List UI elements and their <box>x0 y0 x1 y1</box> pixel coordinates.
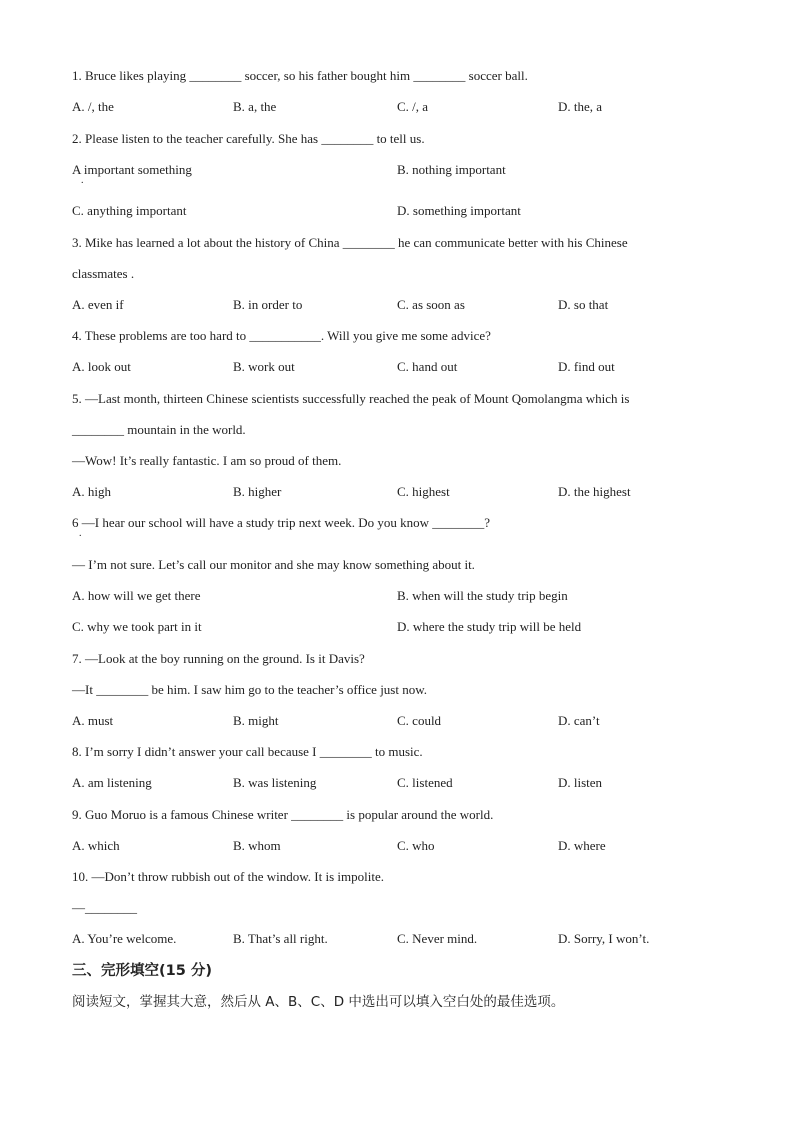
question-7-option-b: B. might <box>233 713 279 728</box>
question-10-stem-line-1: 10. —Don’t throw rubbish out of the window. It is impolite. <box>72 869 384 884</box>
question-6-option-a: A. how will we get there <box>72 588 201 603</box>
question-10-option-c: C. Never mind. <box>397 931 478 946</box>
section-heading: 三、完形填空(15 分) <box>72 963 212 979</box>
question-3-option-c: C. as soon as <box>397 297 465 312</box>
question-8-option-b: B. was listening <box>233 775 317 790</box>
question-6-option-d: D. where the study trip will be held <box>397 619 582 634</box>
section-instruction: 阅读短文，掌握其大意，然后从 A、B、C、D 中选出可以填入空白处的最佳选项。 <box>72 994 565 1010</box>
question-3-stem-line-1: 3. Mike has learned a lot about the history of China ________ he can communicate better with his Chinese <box>72 235 628 250</box>
question-7-stem-line-2: —It ________ be him. I saw him go to the teacher’s office just now. <box>72 682 428 697</box>
stray-dot: . <box>81 175 84 186</box>
question-1-option-c: C. /, a <box>397 99 429 114</box>
question-2-option-b: B. nothing important <box>397 162 506 177</box>
question-3-option-a: A. even if <box>72 297 124 312</box>
question-2-option-a: A important something <box>72 162 192 177</box>
stray-dot: . <box>79 528 82 539</box>
question-9-option-a: A. which <box>72 838 120 853</box>
question-9-option-c: C. who <box>397 838 435 853</box>
question-5-option-b: B. higher <box>233 484 282 499</box>
question-8-stem: 8. I’m sorry I didn’t answer your call because I ________ to music. <box>72 744 423 759</box>
question-6-option-b: B. when will the study trip begin <box>397 588 568 603</box>
question-8-option-c: C. listened <box>397 775 453 790</box>
question-7-option-c: C. could <box>397 713 442 728</box>
question-4-option-b: B. work out <box>233 359 295 374</box>
question-3-stem-line-2: classmates . <box>72 266 135 281</box>
question-10-option-b: B. That’s all right. <box>233 931 328 946</box>
question-4-stem: 4. These problems are too hard to ___________. Will you give me some advice? <box>72 328 491 343</box>
question-10-option-a: A. You’re welcome. <box>72 931 177 946</box>
question-6-stem-line-2: — I’m not sure. Let’s call our monitor and she may know something about it. <box>72 557 475 572</box>
question-5-stem-line-1: 5. —Last month, thirteen Chinese scientists successfully reached the peak of Mount Qomolangma which is <box>72 391 630 406</box>
question-1-option-b: B. a, the <box>233 99 277 114</box>
question-4-option-c: C. hand out <box>397 359 458 374</box>
question-7-option-a: A. must <box>72 713 114 728</box>
question-2-option-c: C. anything important <box>72 203 187 218</box>
question-5-option-d: D. the highest <box>558 484 631 499</box>
question-9-stem: 9. Guo Moruo is a famous Chinese writer ________ is popular around the world. <box>72 807 494 822</box>
question-5-stem-line-3: —Wow! It’s really fantastic. I am so proud of them. <box>72 453 342 468</box>
question-1-option-d: D. the, a <box>558 99 603 114</box>
question-4-option-d: D. find out <box>558 359 615 374</box>
question-5-option-a: A. high <box>72 484 111 499</box>
question-5-stem-line-2: ________ mountain in the world. <box>72 422 246 437</box>
question-1-option-a: A. /, the <box>72 99 114 114</box>
question-10-option-d: D. Sorry, I won’t. <box>558 931 650 946</box>
question-5-option-c: C. highest <box>397 484 450 499</box>
question-6-stem-line-1: 6 —I hear our school will have a study trip next week. Do you know ________? <box>72 515 491 530</box>
question-6-option-c: C. why we took part in it <box>72 619 202 634</box>
question-2-option-d: D. something important <box>397 203 521 218</box>
question-8-option-a: A. am listening <box>72 775 152 790</box>
question-7-stem-line-1: 7. —Look at the boy running on the ground. Is it Davis? <box>72 651 365 666</box>
question-7-option-d: D. can’t <box>558 713 600 728</box>
question-10-stem-line-2: —________ <box>72 900 137 915</box>
question-3-option-d: D. so that <box>558 297 609 312</box>
question-8-option-d: D. listen <box>558 775 603 790</box>
question-1-stem: 1. Bruce likes playing ________ soccer, so his father bought him ________ soccer ball. <box>72 68 528 83</box>
question-9-option-d: D. where <box>558 838 606 853</box>
question-3-option-b: B. in order to <box>233 297 303 312</box>
question-9-option-b: B. whom <box>233 838 281 853</box>
question-2-stem: 2. Please listen to the teacher carefully. She has ________ to tell us. <box>72 131 425 146</box>
question-4-option-a: A. look out <box>72 359 131 374</box>
